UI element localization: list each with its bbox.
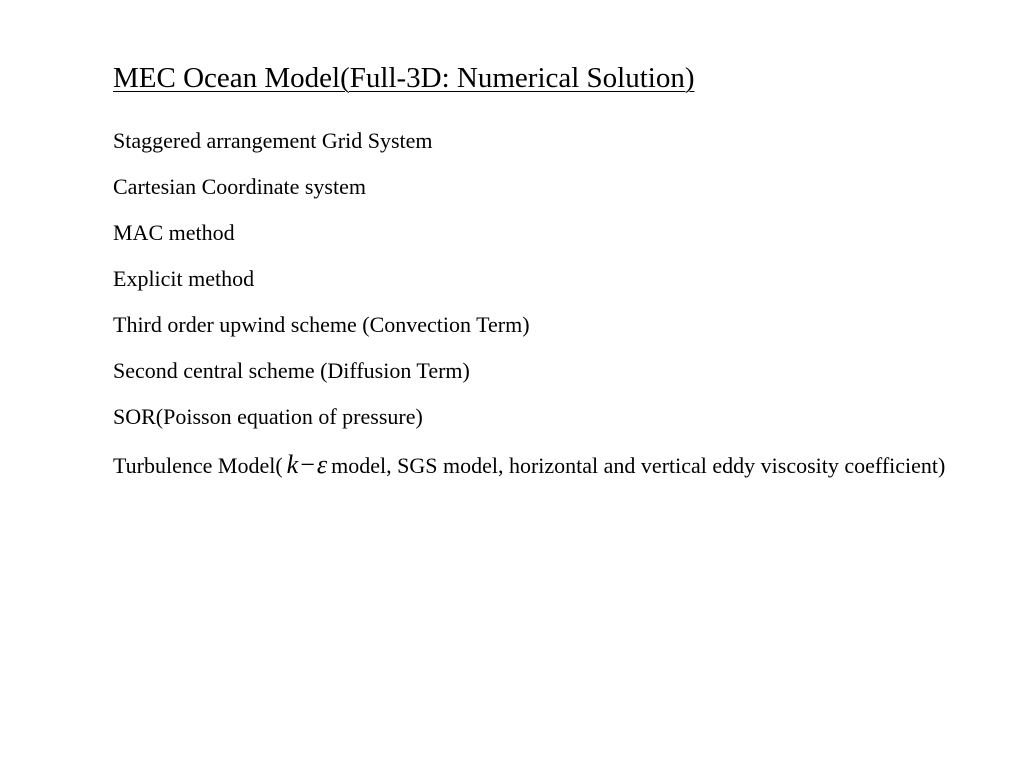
list-item-turbulence-model <box>113 449 953 481</box>
list-item-mac-method: MAC method <box>113 220 235 245</box>
list-item-grid-system: Staggered arrangement Grid System <box>113 128 433 153</box>
k-epsilon-formula <box>283 450 331 479</box>
turbulence-suffix: model, SGS model, horizontal and vertical eddy viscosity coefficient) <box>331 453 946 478</box>
slide-title: MEC Ocean Model(Full-3D: Numerical Solution) <box>113 62 695 94</box>
math-epsilon: ε <box>316 450 328 479</box>
math-minus: − <box>300 450 315 479</box>
turbulence-prefix: Turbulence Model( <box>113 453 283 478</box>
list-item-sor: SOR(Poisson equation of pressure) <box>113 404 423 429</box>
bullet-list <box>113 127 953 499</box>
list-item-upwind-scheme: Third order upwind scheme (Convection Term) <box>113 312 530 337</box>
list-item-coordinate-system: Cartesian Coordinate system <box>113 174 366 199</box>
list-item-central-scheme: Second central scheme (Diffusion Term) <box>113 358 470 383</box>
list-item-explicit-method: Explicit method <box>113 266 255 291</box>
math-k: k <box>286 450 299 479</box>
